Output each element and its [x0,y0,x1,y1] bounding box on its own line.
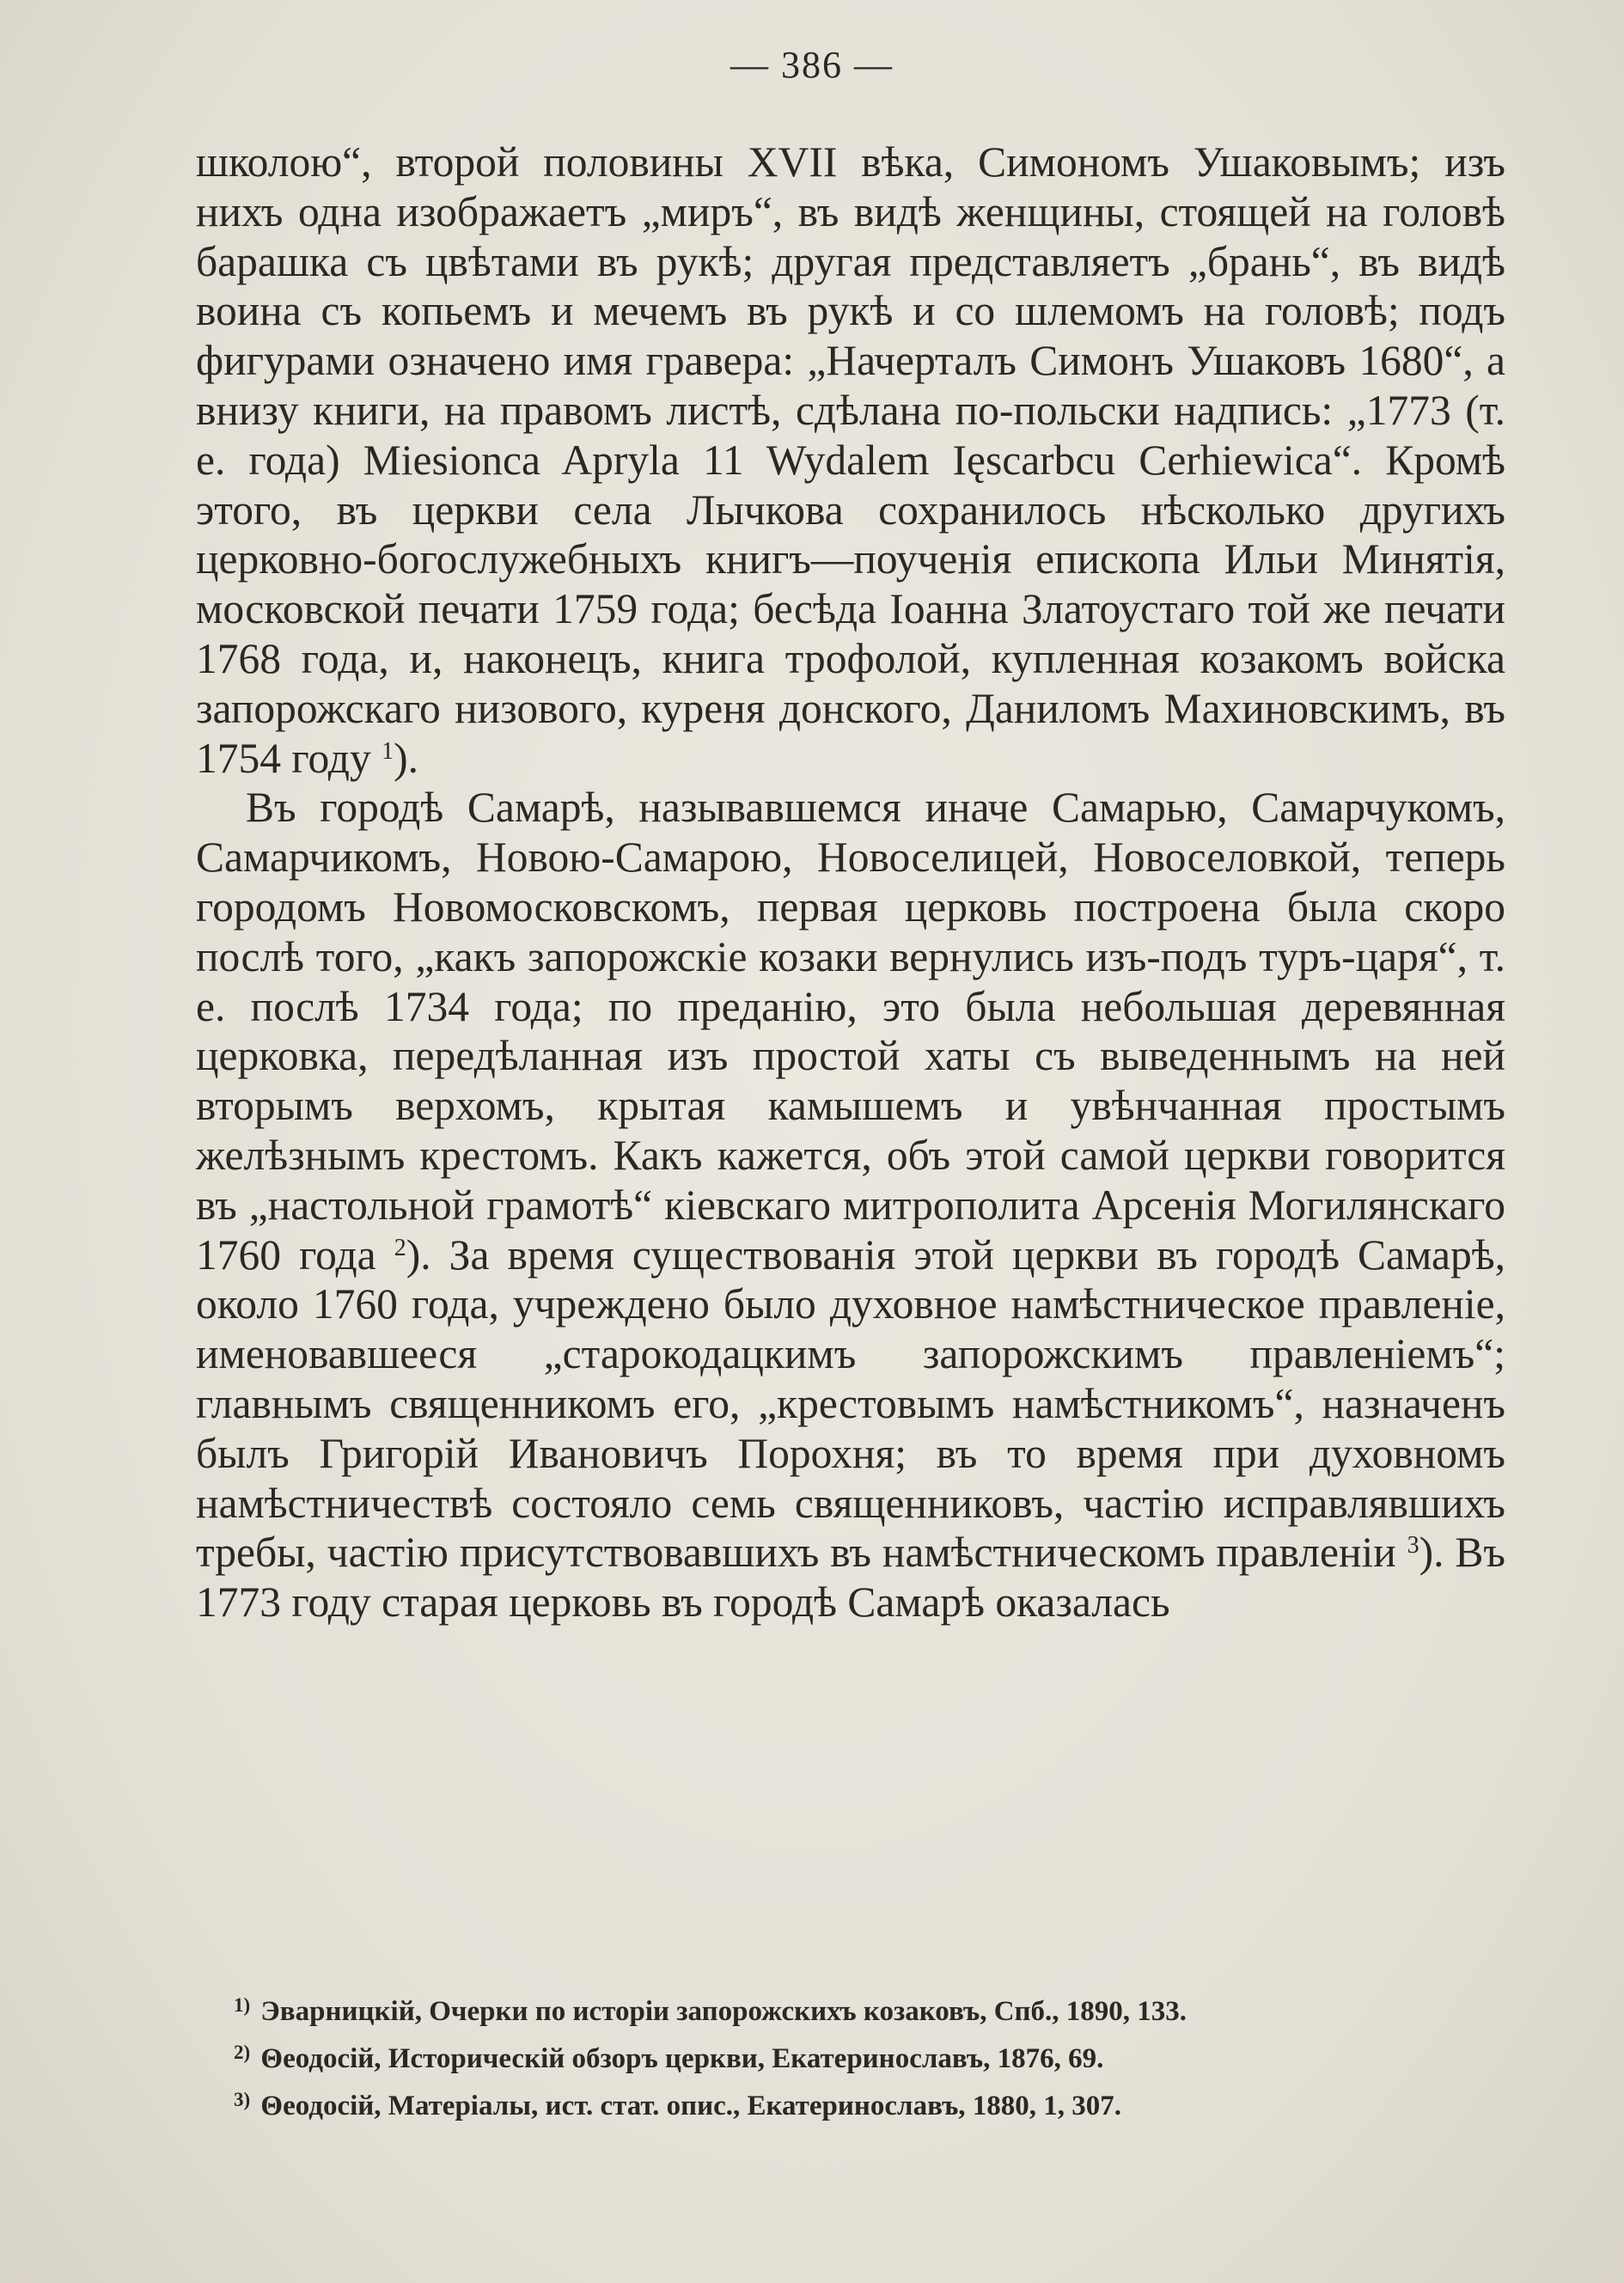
footnote-ref-1: 1 [382,737,394,765]
footnote-2-text: Θеодосій, Историческій обзоръ церкви, Екатеринославъ, 1876, 69. [260,2043,1104,2074]
footnote-ref-2: 2 [394,1234,406,1261]
paragraph-1-text: школою“, второй половины XVII вѣка, Симономъ Ушаковымъ; изъ нихъ одна изображаетъ „миръ“, въ видѣ женщины, стоящей на головѣ барашка съ цвѣтами въ рукѣ; другая представляетъ „брань“, въ видѣ воина съ копьемъ и мечемъ въ рукѣ и со шлемомъ на головѣ; подъ фигурами означено имя гравера: „Начерталъ Симонъ Ушаковъ 1680“, а внизу книги, на правомъ листѣ, сдѣлана по-польски надпись: „1773 (т. е. года) Miesionca Apryla 11 Wydalem Ięscarbcu Cerhiewica“. Кромѣ этого, въ церкви села Лычкова сохранилось нѣсколько другихъ церковно-богослужебныхъ книгъ—поученія епископа Ильи Минятія, московской печати 1759 года; бесѣда Іоанна Златоустаго той же печати 1768 года, и, наконецъ, книга трофолой, купленная козакомъ войска запорожскаго низового, куреня донского, Даниломъ Махиновскимъ, въ 1754 году [196,138,1505,782]
footnote-1 [234,1985,1505,2032]
paragraph-2-middle: ). За время существованія этой церкви въ городѣ Самарѣ, около 1760 года, учреждено было духовное намѣстническое правленіе, именовавшееся „старокодацкимъ запорожскимъ правленіемъ“; главнымъ священникомъ его, „крестовымъ намѣстникомъ“, назначенъ былъ Григорій Ивановичъ Порохня; въ то время при духовномъ намѣстничествѣ состояло семь священниковъ, частію исправлявшихъ требы, частію присутствовавшихъ въ намѣстническомъ правленіи [196,1230,1505,1577]
paragraph-1-tail: ). [394,734,418,782]
footnote-2-marker: 2) [234,2042,251,2063]
footnote-2 [234,2032,1505,2079]
paragraph-1 [196,137,1505,783]
main-text [196,137,1505,1627]
footnote-3-text: Θеодосій, Матеріалы, ист. стат. опис., Екатеринославъ, 1880, 1, 307. [260,2091,1122,2121]
footnote-1-text: Эварницкій, Очерки по исторіи запорожскихъ козаковъ, Спб., 1890, 133. [260,1996,1187,2027]
footnote-3-marker: 3) [234,2089,251,2110]
footnote-ref-3: 3 [1407,1532,1419,1560]
paragraph-2 [196,783,1505,1627]
footnote-3 [234,2079,1505,2127]
paragraph-2-tail: ). Въ 1773 году старая церковь въ городѣ Самарѣ оказалась [196,1529,1505,1627]
paragraph-2-text: Въ городѣ Самарѣ, называвшемся иначе Самарью, Самарчукомъ, Самарчикомъ, Новою-Самарою, Новоселицей, Новоселовкой, теперь городомъ Новомосковскомъ, первая церковь построена была скоро послѣ того, „какъ запорожскіе козаки вернулись изъ-подъ туръ-царя“, т. е. послѣ 1734 года; по преданію, это была небольшая деревянная церковка, передѣланная изъ простой хаты съ выведеннымъ на ней вторымъ верхомъ, крытая камышемъ и увѣнчанная простымъ желѣзнымъ крестомъ. Какъ кажется, объ этой самой церкви говорится въ „настольной грамотѣ“ кіевскаго митрополита Арсенія Могилянскаго 1760 года [196,784,1505,1279]
page-number: — 386 — [730,44,894,86]
footnote-1-marker: 1) [234,1994,251,2016]
footnotes [234,1985,1505,2127]
